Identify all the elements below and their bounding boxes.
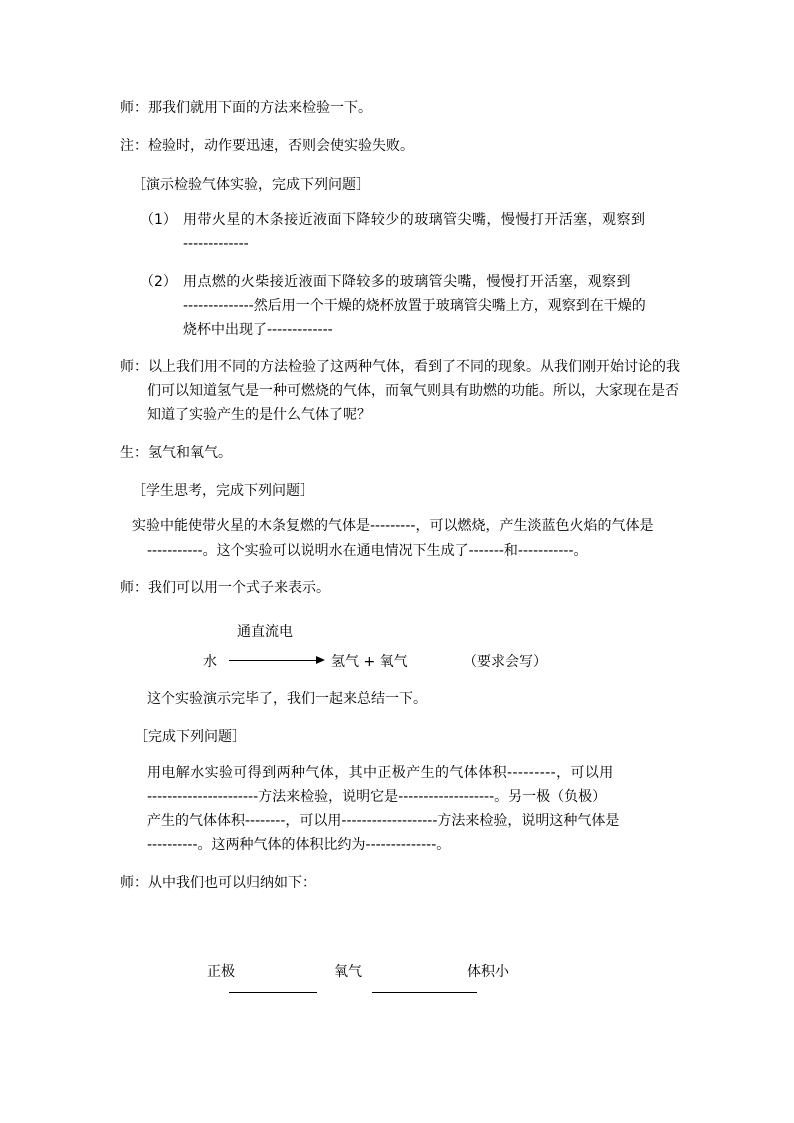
item-1-number: （1） xyxy=(140,212,177,228)
summary-underline-2 xyxy=(372,992,477,993)
exercise-2-line-4: ----------。这两种气体的体积比约为--------------。 xyxy=(147,837,451,853)
summary-label-positive: 正极 xyxy=(207,964,235,980)
teacher-paragraph-line-1: 师：以上我们用不同的方法检验了这两种气体，看到了不同的现象。从我们刚开始讨论的我 xyxy=(120,359,680,375)
exercise-1-line-1: 实验中能使带火星的木条复燃的气体是---------，可以燃烧，产生淡蓝色火焰的气体是 xyxy=(132,518,654,534)
summary-label-volume: 体积小 xyxy=(467,964,509,980)
item-2-text-cont: --------------然后用一个干燥的烧杯放置于玻璃管尖嘴上方，观察到在干燥的 xyxy=(183,298,646,314)
summary-intro: 这个实验演示完毕了，我们一起来总结一下。 xyxy=(147,691,427,707)
reaction-arrow-shaft xyxy=(229,660,319,661)
exercise-2-line-1: 用电解水实验可得到两种气体，其中正极产生的气体体积---------，可以用 xyxy=(147,765,614,781)
note-line: 注：检验时，动作要迅速，否则会使实验失败。 xyxy=(120,138,414,154)
exercise-2-line-2: ----------------------方法来检验，说明它是-------------------。另一极（负极） xyxy=(147,789,607,805)
teacher-paragraph-line-3: 知道了实验产生的是什么气体了呢？ xyxy=(147,407,371,423)
equation-condition: 通直流电 xyxy=(237,624,293,640)
exercise-1-line-2: -----------。这个实验可以说明水在通电情况下生成了-------和-----------。 xyxy=(147,543,588,559)
item-1-blank: ------------- xyxy=(183,236,249,252)
item-2-number: （2） xyxy=(140,274,177,290)
complete-instruction: ［完成下列问题］ xyxy=(134,729,246,745)
equation-products: 氢气 + 氧气 xyxy=(331,654,408,670)
summary-underline-1 xyxy=(229,992,317,993)
item-2-text: 用点燃的火柴接近液面下降较多的玻璃管尖嘴，慢慢打开活塞，观察到 xyxy=(183,274,631,290)
teacher-paragraph-line-2: 们可以知道氢气是一种可燃烧的气体，而氧气则具有助燃的功能。所以，大家现在是否 xyxy=(147,383,679,399)
student-think-instruction: ［学生思考，完成下列问题］ xyxy=(132,483,314,499)
exercise-2-line-3: 产生的气体体积--------，可以用-------------------方法来检验，说明这种气体是 xyxy=(147,813,620,829)
teacher-induce-line: 师：从中我们也可以归纳如下： xyxy=(120,875,316,891)
student-answer: 生：氢气和氧气。 xyxy=(120,445,232,461)
item-1-text: 用带火星的木条接近液面下降较少的玻璃管尖嘴，慢慢打开活塞，观察到 xyxy=(183,212,646,228)
summary-label-oxygen: 氧气 xyxy=(334,964,362,980)
demo-instruction: ［演示检验气体实验，完成下列问题］ xyxy=(132,177,370,193)
item-2-text-end: 烧杯中出现了------------- xyxy=(183,322,333,338)
equation-note: （要求会写） xyxy=(463,654,547,670)
teacher-formula-intro: 师：我们可以用一个式子来表示。 xyxy=(120,580,330,596)
equation-reactant: 水 xyxy=(203,654,217,670)
teacher-line-method: 师：那我们就用下面的方法来检验一下。 xyxy=(120,100,372,116)
reaction-arrow-head xyxy=(316,656,325,664)
